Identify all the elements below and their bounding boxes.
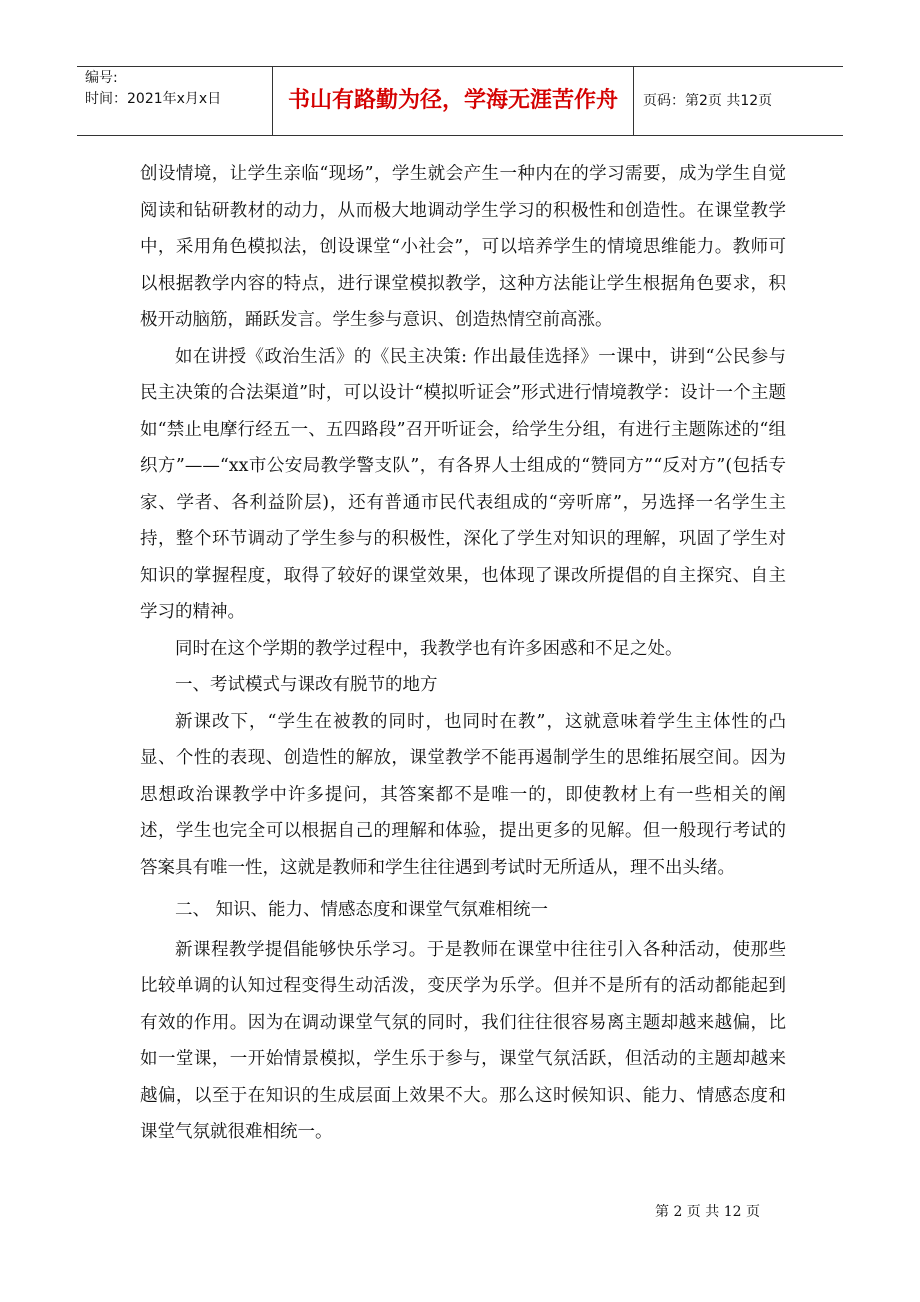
- number-label: 编号:: [85, 70, 118, 86]
- paragraph: 新课程教学提倡能够快乐学习。于是教师在课堂中往往引入各种活动，使那些比较单调的认知过程变得生动活泼，变厌学为乐学。但并不是所有的活动都能起到有效的作用。因为在调动课堂气氛的同时，我们往往很容易离主题却越来越偏，比如一堂课，一开始情景模拟，学生乐于参与，课堂气氛活跃，但活动的主题却越来越偏，以至于在知识的生成层面上效果不大。那么这时候知识、能力、情感态度和课堂气氛就很难相统一。: [140, 939, 786, 1142]
- header-page-info: 页码：第2页 共12页: [643, 93, 773, 109]
- paragraph: 同时在这个学期的教学过程中，我教学也有许多困惑和不足之处。: [175, 638, 683, 659]
- section-heading: 二、 知识、能力、情感态度和课堂气氛难相统一: [175, 900, 549, 920]
- date-label: 时间：2021年x月x日: [85, 91, 222, 107]
- paragraph: 创设情境，让学生亲临“现场”，学生就会产生一种内在的学习需要，成为学生自觉阅读和钻研教材的动力，从而极大地调动学生学习的积极性和创造性。在课堂教学中，采用角色模拟法，创设课堂“小社会”，可以培养学生的情境思维能力。教师可以根据教学内容的特点，进行课堂模拟教学，这种方法能让学生根据角色要求，积极开动脑筋，踊跃发言。学生参与意识、创造热情空前高涨。: [140, 164, 786, 330]
- paragraph: 如在讲授《政治生活》的《民主决策: 作出最佳选择》一课中，讲到“公民参与民主决策的合法渠道”时，可以设计“模拟听证会”形式进行情境教学：设计一个主题如“禁止电摩行经五一、五四路段”召开听证会，给学生分组，有进行主题陈述的“组织方”——“xx市公安局教学警支队”，有各界人士组成的“赞同方”“反对方”(包括专家、学者、各利益阶层)，还有普通市民代表组成的“旁听席”，另选择一名学生主持，整个环节调动了学生参与的积极性，深化了学生对知识的理解，巩固了学生对知识的掌握程度，取得了较好的课堂效果，也体现了课改所提倡的自主探究、自主学习的精神。: [140, 346, 786, 622]
- document-header: [77, 66, 843, 136]
- document-body: [140, 156, 786, 1151]
- header-meta-cell: [77, 67, 273, 135]
- paragraph: 新课改下，“学生在被教的同时，也同时在教”，这就意味着学生主体性的凸显、个性的表现、创造性的解放，课堂教学不能再遏制学生的思维拓展空间。因为思想政治课教学中许多提问，其答案都不是唯一的，即使教材上有一些相关的阐述，学生也完全可以根据自己的理解和体验，提出更多的见解。但一般现行考试的答案具有唯一性，这就是教师和学生往往遇到考试时无所适从，理不出头绪。: [140, 711, 786, 878]
- section-heading: 一、考试模式与课改有脱节的地方: [175, 675, 438, 695]
- page-footer: 第 2 页 共 12 页: [655, 1204, 760, 1220]
- header-motto: 书山有路勤为径，学海无涯苦作舟: [273, 67, 634, 135]
